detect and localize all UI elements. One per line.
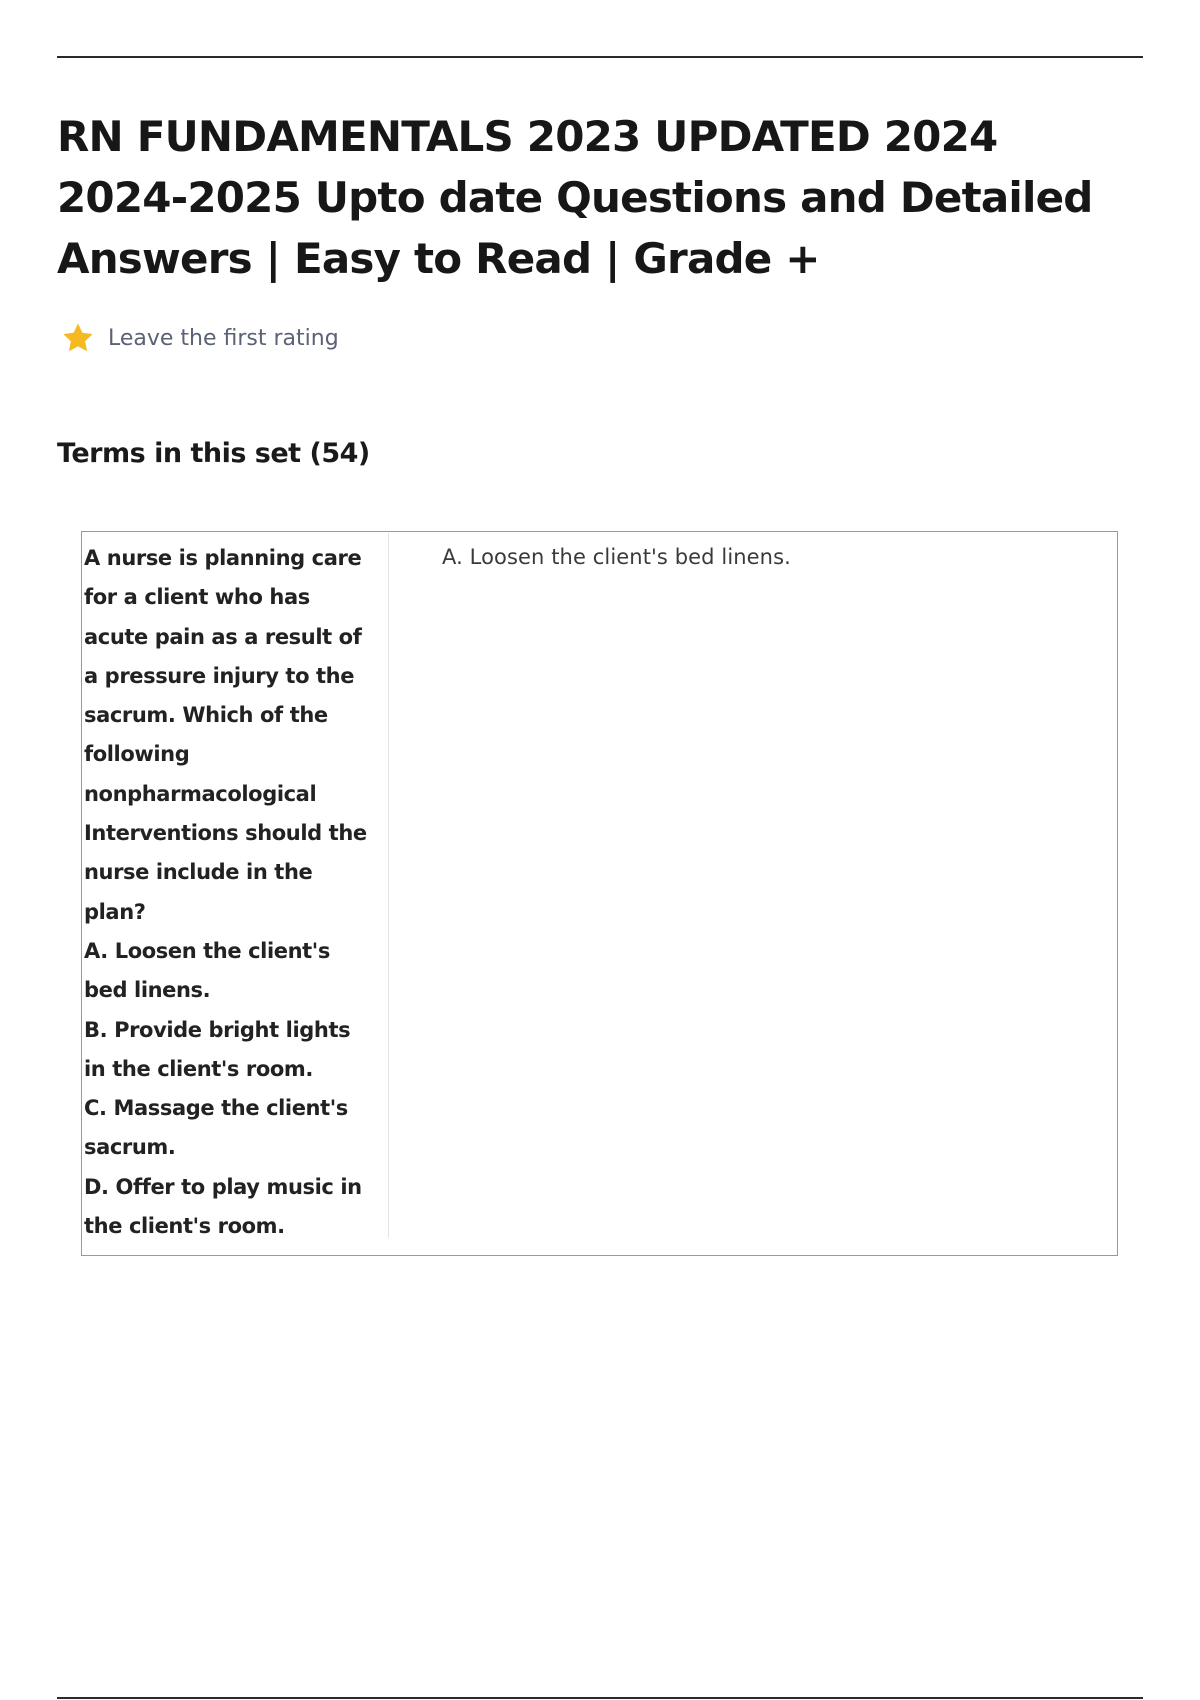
term-line: a pressure injury to the — [84, 663, 355, 688]
term-line: C. Massage the client's — [84, 1096, 348, 1121]
term-line: sacrum. — [84, 1135, 176, 1160]
term-line: sacrum. Which of the — [84, 703, 328, 728]
term-line: for a client who has — [84, 585, 310, 610]
bottom-divider — [57, 1697, 1143, 1699]
term-line: Interventions should the — [84, 821, 367, 846]
rating-label[interactable]: Leave the first rating — [108, 325, 339, 351]
term-line: bed linens. — [84, 978, 211, 1003]
term-line: plan? — [84, 899, 146, 924]
term-line: acute pain as a result of — [84, 624, 362, 649]
page-title: RN FUNDAMENTALS 2023 UPDATED 2024 2024-2025 Upto date Questions and Detailed Answers | Easy to Read | Grade + — [57, 112, 1093, 283]
star-icon — [62, 322, 94, 354]
term-line: A nurse is planning care — [84, 546, 362, 570]
term-line: nurse include in the — [84, 860, 313, 885]
card-definition: A. Loosen the client's bed linens. — [442, 545, 791, 569]
terms-count-heading: Terms in this set (54) — [57, 438, 370, 469]
term-line: D. Offer to play music in — [84, 1174, 362, 1199]
term-line: B. Provide bright lights — [84, 1017, 351, 1042]
term-line: the client's room. — [84, 1214, 285, 1239]
rating-prompt[interactable] — [62, 320, 339, 356]
term-line: following — [84, 742, 190, 767]
flashcard — [81, 531, 1118, 1256]
term-line: in the client's room. — [84, 1056, 313, 1081]
term-line: A. Loosen the client's — [84, 938, 330, 963]
top-divider — [57, 56, 1143, 58]
card-term — [83, 533, 389, 1238]
term-line: nonpharmacological — [84, 781, 317, 806]
